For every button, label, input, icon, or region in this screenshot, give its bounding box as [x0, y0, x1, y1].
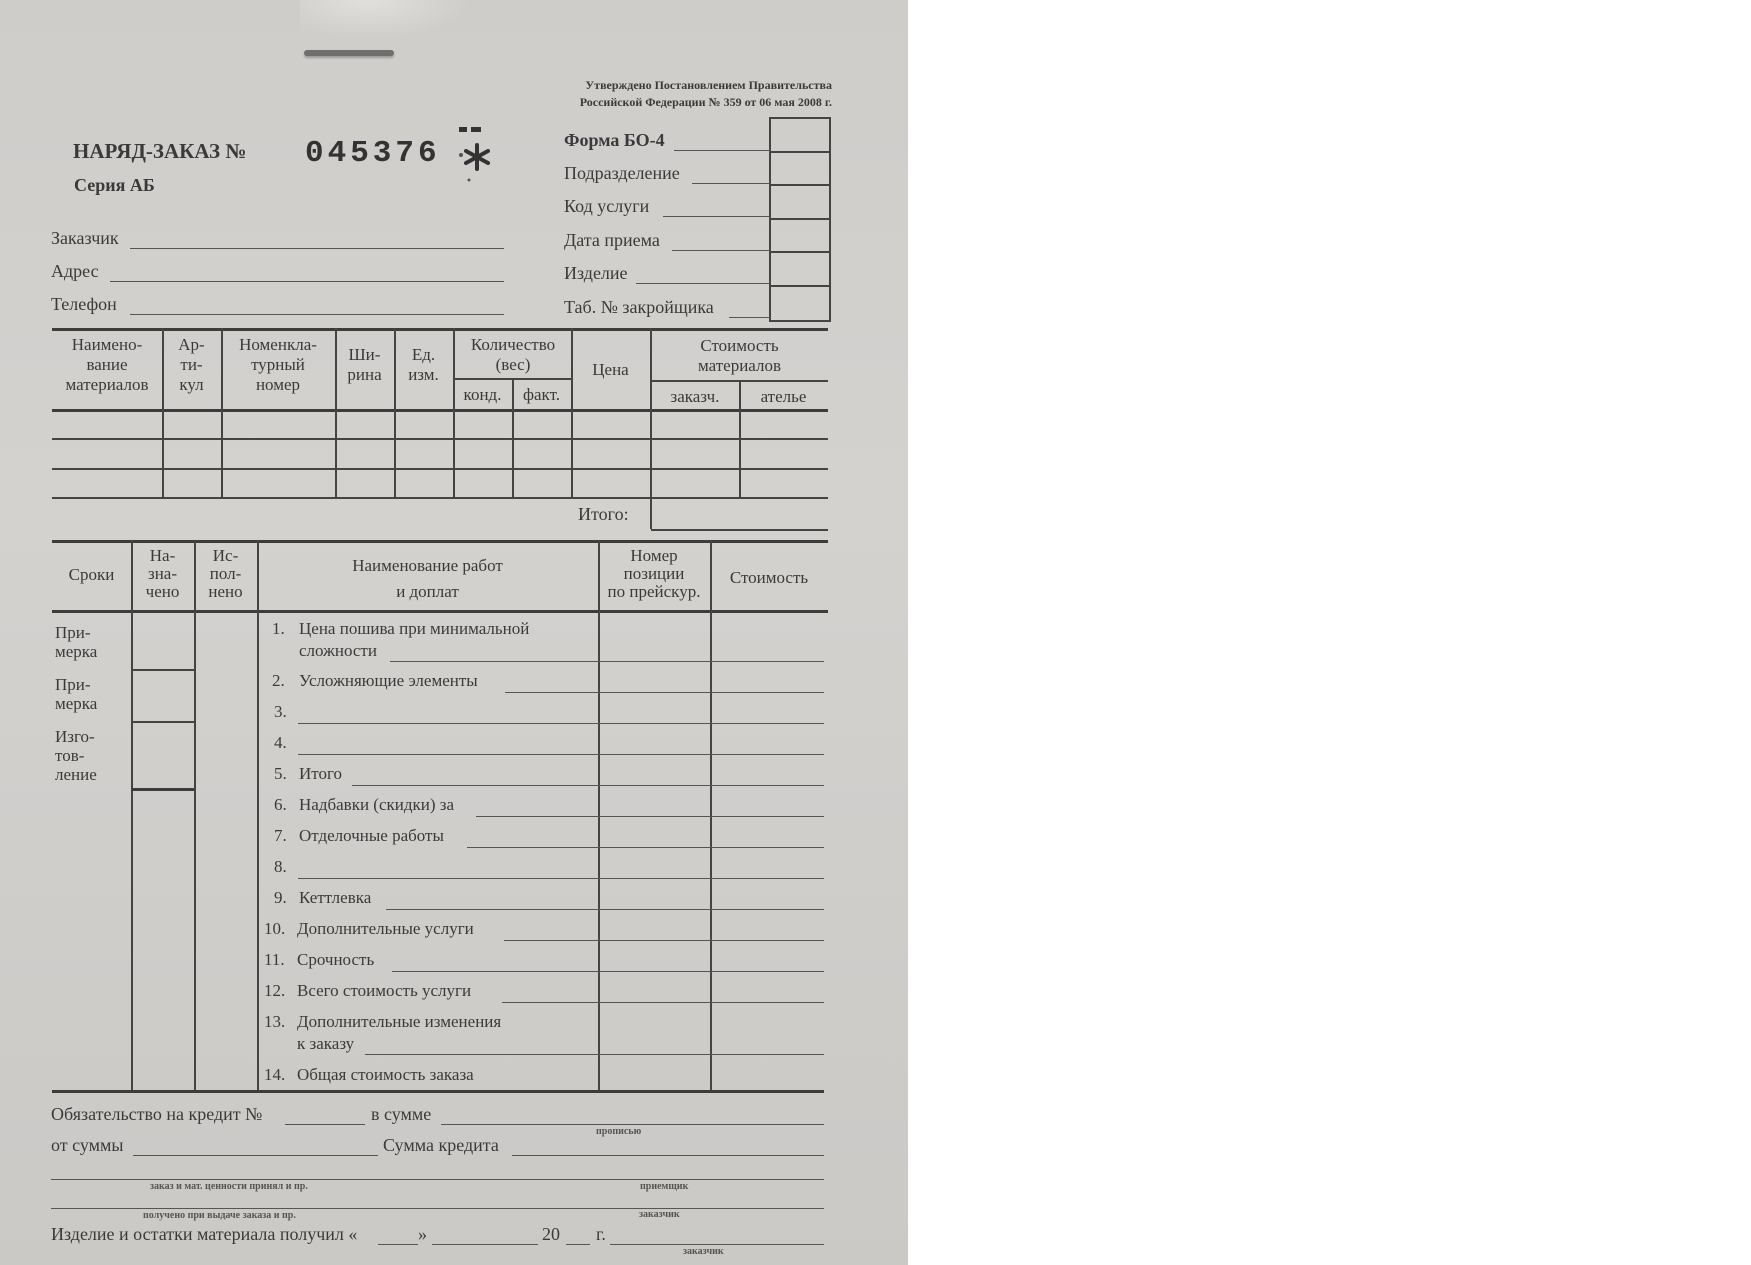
- materials-row-line: [52, 438, 828, 440]
- col-unit: Ед. изм.: [408, 345, 439, 384]
- row-number: 13.: [264, 1012, 286, 1031]
- row-line[interactable]: [390, 661, 824, 662]
- row-line[interactable]: [298, 878, 824, 879]
- credit-amount-field[interactable]: [512, 1155, 824, 1156]
- row-text-cont: к заказу: [297, 1034, 355, 1053]
- final-quote-close: »: [418, 1224, 427, 1244]
- row-line[interactable]: [392, 971, 824, 972]
- materials-total-label: Итого:: [578, 504, 629, 524]
- materials-header-border: [52, 409, 828, 412]
- credit-amount-label: Сумма кредита: [383, 1135, 499, 1155]
- term-fitting-2: При- мерка: [55, 675, 98, 713]
- tailor-label: Таб. № закройщика: [564, 297, 714, 317]
- term-manufacturing: Изго- тов- ление: [55, 727, 97, 784]
- customer-label: Заказчик: [51, 228, 119, 248]
- col-width: Ши- рина: [347, 345, 382, 384]
- phone-label: Телефон: [51, 294, 117, 314]
- col-materials-cost: Стоимость материалов: [697, 336, 782, 375]
- approval-line-1: Утверждено Постановлением Правительства: [585, 78, 832, 92]
- row-text: Всего стоимость услуги: [297, 981, 472, 1000]
- codes-box-line: [769, 251, 830, 253]
- row-line[interactable]: [476, 816, 824, 817]
- materials-top-border: [52, 328, 828, 331]
- paper-fold: [300, 0, 470, 40]
- division-field[interactable]: [692, 183, 770, 184]
- row-line[interactable]: [504, 940, 824, 941]
- row-text: Усложняющие элементы: [299, 671, 478, 690]
- row-line[interactable]: [298, 723, 824, 724]
- row-number: 7.: [274, 826, 287, 845]
- assigned-cell-line: [131, 788, 194, 791]
- row-number: 3.: [274, 702, 287, 721]
- row-text: Срочность: [297, 950, 375, 969]
- row-text: Дополнительные услуги: [297, 919, 474, 938]
- credit-sum-label: в сумме: [371, 1104, 432, 1124]
- col-nomenclature: Номенкла- турный номер: [239, 335, 317, 394]
- service-code-field[interactable]: [663, 216, 770, 217]
- col-price-position: Номер позиции по прейскур.: [607, 546, 701, 601]
- credit-number-field[interactable]: [285, 1124, 365, 1125]
- works-col-line: [194, 540, 196, 1090]
- works-col-line: [598, 540, 600, 1090]
- row-text: Надбавки (скидки) за: [299, 795, 455, 814]
- received-signature-line[interactable]: [51, 1208, 824, 1209]
- receiver-caption: приемщик: [640, 1181, 689, 1192]
- col-article: Ар- ти- кул: [178, 335, 205, 394]
- col-quantity-cond: конд.: [463, 385, 502, 404]
- form-title: НАРЯД-ЗАКАЗ №: [73, 139, 247, 163]
- row-number: 10.: [264, 919, 286, 938]
- row-line[interactable]: [298, 754, 824, 755]
- row-line[interactable]: [352, 785, 824, 786]
- row-text: Общая стоимость заказа: [297, 1065, 474, 1084]
- col-assigned: На- зна- чено: [145, 546, 180, 601]
- date-label: Дата приема: [564, 230, 660, 250]
- col-works: Наименование работ и доплат: [352, 556, 503, 601]
- codes-box-line: [769, 218, 830, 220]
- col-cost-atelier: ателье: [760, 387, 807, 406]
- col-cost-customer: заказч.: [670, 387, 720, 406]
- row-number: 8.: [274, 857, 287, 876]
- row-text: Итого: [299, 764, 343, 783]
- works-col-line: [131, 540, 133, 1090]
- staple: [304, 50, 394, 56]
- works-bottom-border: [52, 1090, 824, 1093]
- form-code-field[interactable]: [674, 150, 770, 151]
- item-field[interactable]: [636, 283, 770, 284]
- row-line[interactable]: [467, 847, 824, 848]
- row-text: Кеттлевка: [299, 888, 372, 907]
- final-year-prefix: 20: [542, 1224, 560, 1244]
- col-terms: Сроки: [68, 565, 115, 584]
- row-text: Цена пошива при минимальной: [299, 619, 530, 638]
- codes-box-line: [769, 285, 830, 287]
- form-code-label: Форма БО-4: [564, 130, 665, 150]
- col-done: Ис- пол- нено: [208, 546, 243, 601]
- row-text: Отделочные работы: [299, 826, 444, 845]
- final-month-field[interactable]: [432, 1244, 538, 1245]
- final-year-suffix: г.: [596, 1224, 606, 1244]
- row-number: 1.: [272, 619, 285, 638]
- col-price: Цена: [592, 360, 629, 379]
- final-year-field[interactable]: [566, 1244, 590, 1245]
- assigned-cell-line: [131, 721, 194, 723]
- accepted-signature-line[interactable]: [51, 1179, 824, 1180]
- row-number: 12.: [264, 981, 286, 1000]
- works-col-line: [257, 540, 259, 1090]
- col-quantity-fact: факт.: [523, 385, 560, 404]
- materials-total-line: [651, 529, 828, 531]
- credit-sum-field[interactable]: [441, 1124, 824, 1125]
- date-field[interactable]: [672, 250, 770, 251]
- materials-row-line: [52, 468, 828, 470]
- row-line[interactable]: [505, 692, 824, 693]
- row-line[interactable]: [365, 1054, 824, 1055]
- star-stamp-icon: [455, 125, 499, 185]
- col-material-name: Наимено- вание материалов: [65, 335, 149, 394]
- term-fitting-1: При- мерка: [55, 623, 98, 661]
- address-field[interactable]: [110, 281, 504, 282]
- row-text-cont: сложности: [299, 641, 377, 660]
- accepted-caption: заказ и мат. ценности принял и пр.: [150, 1181, 308, 1192]
- tailor-field[interactable]: [729, 317, 770, 318]
- row-number: 11.: [264, 950, 285, 969]
- materials-row-line: [52, 497, 828, 499]
- approval-line-2: Российской Федерации № 359 от 06 мая 2008 г.: [579, 95, 832, 109]
- service-code-label: Код услуги: [564, 196, 650, 216]
- from-sum-field[interactable]: [133, 1155, 378, 1156]
- row-number: 6.: [274, 795, 287, 814]
- customer-caption-2: заказчик: [683, 1246, 724, 1257]
- row-number: 9.: [274, 888, 287, 907]
- row-number: 4.: [274, 733, 287, 752]
- phone-field[interactable]: [130, 314, 504, 315]
- order-number: 045376: [305, 136, 441, 171]
- col-works-cost: Стоимость: [729, 568, 809, 587]
- item-label: Изделие: [564, 263, 628, 283]
- row-line[interactable]: [502, 1002, 824, 1003]
- final-day-field[interactable]: [378, 1244, 418, 1245]
- final-signature-field[interactable]: [610, 1244, 824, 1245]
- codes-box-line: [769, 151, 830, 153]
- codes-box-line: [769, 184, 830, 186]
- row-number: 2.: [272, 671, 285, 690]
- received-caption: получено при выдаче заказа и пр.: [143, 1210, 296, 1221]
- assigned-cell-line: [131, 669, 194, 671]
- row-line[interactable]: [386, 909, 824, 910]
- row-text: Дополнительные изменения: [297, 1012, 502, 1031]
- from-sum-label: от суммы: [51, 1135, 124, 1155]
- final-received-label: Изделие и остатки материала получил «: [51, 1224, 358, 1244]
- row-number: 5.: [274, 764, 287, 783]
- in-words-caption: прописью: [596, 1126, 642, 1137]
- address-label: Адрес: [51, 261, 99, 281]
- series-label: Серия АБ: [74, 175, 155, 195]
- customer-caption-1: заказчик: [639, 1209, 680, 1220]
- customer-field[interactable]: [130, 248, 504, 249]
- works-col-line: [710, 540, 712, 1090]
- credit-label: Обязательство на кредит №: [51, 1104, 263, 1124]
- row-number: 14.: [264, 1065, 286, 1084]
- col-quantity: Количество (вес): [470, 335, 556, 374]
- division-label: Подразделение: [564, 163, 680, 183]
